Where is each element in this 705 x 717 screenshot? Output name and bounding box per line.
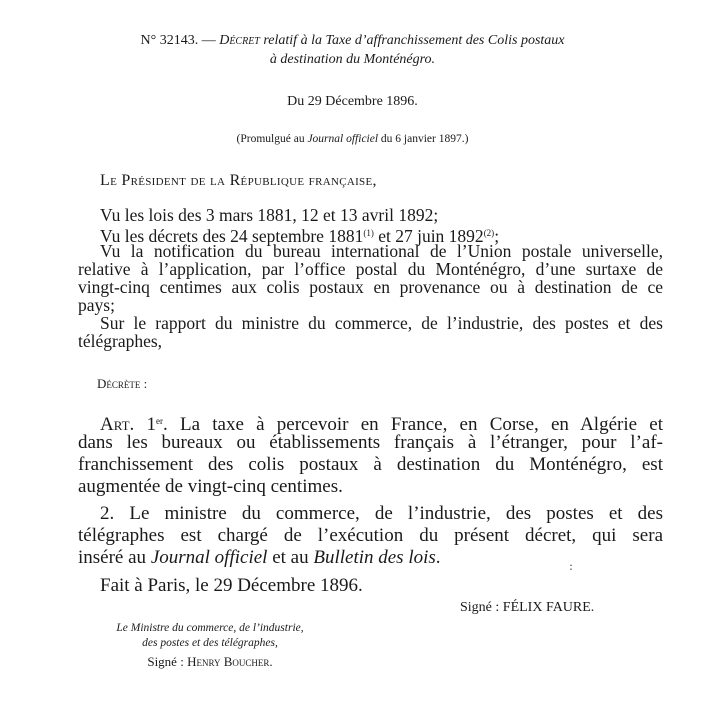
article-2-text-pre: inséré au: [78, 547, 151, 568]
footnote-ref-1: (1): [363, 228, 374, 238]
visa-rapport-line-2: télégraphes,: [78, 331, 163, 351]
visa-lois: Vu les lois des 3 mars 1881, 12 et 13 avril 1892;: [100, 205, 439, 225]
decrete-heading: Décrète :: [97, 376, 148, 391]
decree-title: [0, 31, 705, 69]
decret-word: Décret: [219, 33, 260, 48]
article-2-text-end: .: [435, 547, 441, 568]
visa-decrets-text-2: et 27 juin 1892: [373, 226, 484, 246]
visa-notification-line-4: pays;: [78, 295, 115, 315]
promulgation-note: [0, 133, 705, 145]
minister-title-line-2: des postes et des télégraphes,: [142, 637, 278, 649]
article-2-journal: Journal officiel: [150, 547, 268, 568]
article-1: [78, 410, 663, 498]
visa-notification-line-1: Vu la notification du bureau international de l’Union postale universelle,: [100, 241, 663, 261]
decree-date: Du 29 Décembre 1896.: [287, 94, 418, 109]
signature-president: Signé : FÉLIX FAURE.: [460, 600, 595, 615]
visa-decrets-text-1: Vu les décrets des 24 septembre 1881: [100, 226, 364, 246]
article-2: [78, 503, 663, 569]
footnote-ref-2: (2): [483, 228, 495, 238]
visa-notification-line-2: relative à l’application, par l’office postal du Monténégro, d’une surtaxe de: [78, 259, 663, 279]
visas-block: [78, 206, 663, 350]
article-2-text-mid: et au: [267, 547, 314, 568]
signature-minister-name: Henry Boucher.: [187, 654, 273, 669]
visa-notification-line-3: vingt-cinq centimes aux colis postaux en provenance ou à destination de ce: [78, 277, 663, 297]
fait-a-paris: Fait à Paris, le 29 Décembre 1896.: [100, 575, 363, 596]
article-2-line-1: 2. Le ministre du commerce, de l’industrie, des postes et des: [100, 503, 663, 524]
promulgation-open: (Promulgué au: [236, 133, 308, 145]
minister-title: [60, 621, 360, 651]
decree-number: N° 32143.: [140, 33, 199, 48]
visa-decrets: [78, 224, 663, 246]
article-1-line-2: dans les bureaux ou établissements français à l’étranger, pour l’af-: [78, 432, 663, 453]
decree-title-line-1: [0, 31, 705, 50]
stray-mark: :: [569, 559, 574, 573]
article-2-line-3: [78, 547, 663, 569]
signature-minister-prefix: Signé :: [147, 654, 188, 669]
article-2-bulletin: Bulletin des lois: [313, 547, 436, 568]
article-1-line-4: augmentée de vingt-cinq centimes.: [78, 476, 343, 497]
visa-rapport-line-1: Sur le rapport du ministre du commerce, de l’industrie, des postes et des: [100, 313, 663, 333]
visa-decrets-end: ;: [494, 226, 500, 246]
minister-title-line-1: Le Ministre du commerce, de l’industrie,: [116, 622, 304, 634]
article-2-line-2: télégraphes est chargé de l’exécution du présent décret, qui sera: [78, 525, 663, 546]
article-1-label: Art. 1: [100, 414, 157, 435]
decree-title-line-2: à destination du Monténégro.: [269, 52, 436, 67]
promulgation-close: du 6 janvier 1897.): [378, 133, 469, 145]
president-heading: Le Président de la République française,: [100, 172, 377, 189]
title-text-1: relatif à la Taxe d’affranchissement des Colis postaux: [259, 33, 565, 48]
article-1-sup: er: [156, 416, 164, 426]
article-1-line-1: [78, 410, 663, 435]
title-dash: —: [198, 33, 220, 48]
article-1-line-3: franchissement des colis postaux à destination du Monténégro, est: [78, 454, 663, 475]
article-1-text-1: . La taxe à percevoir en France, en Corse, en Algérie et: [163, 414, 663, 435]
signature-minister: [60, 654, 360, 670]
promulgation-journal: Journal officiel: [307, 133, 379, 145]
